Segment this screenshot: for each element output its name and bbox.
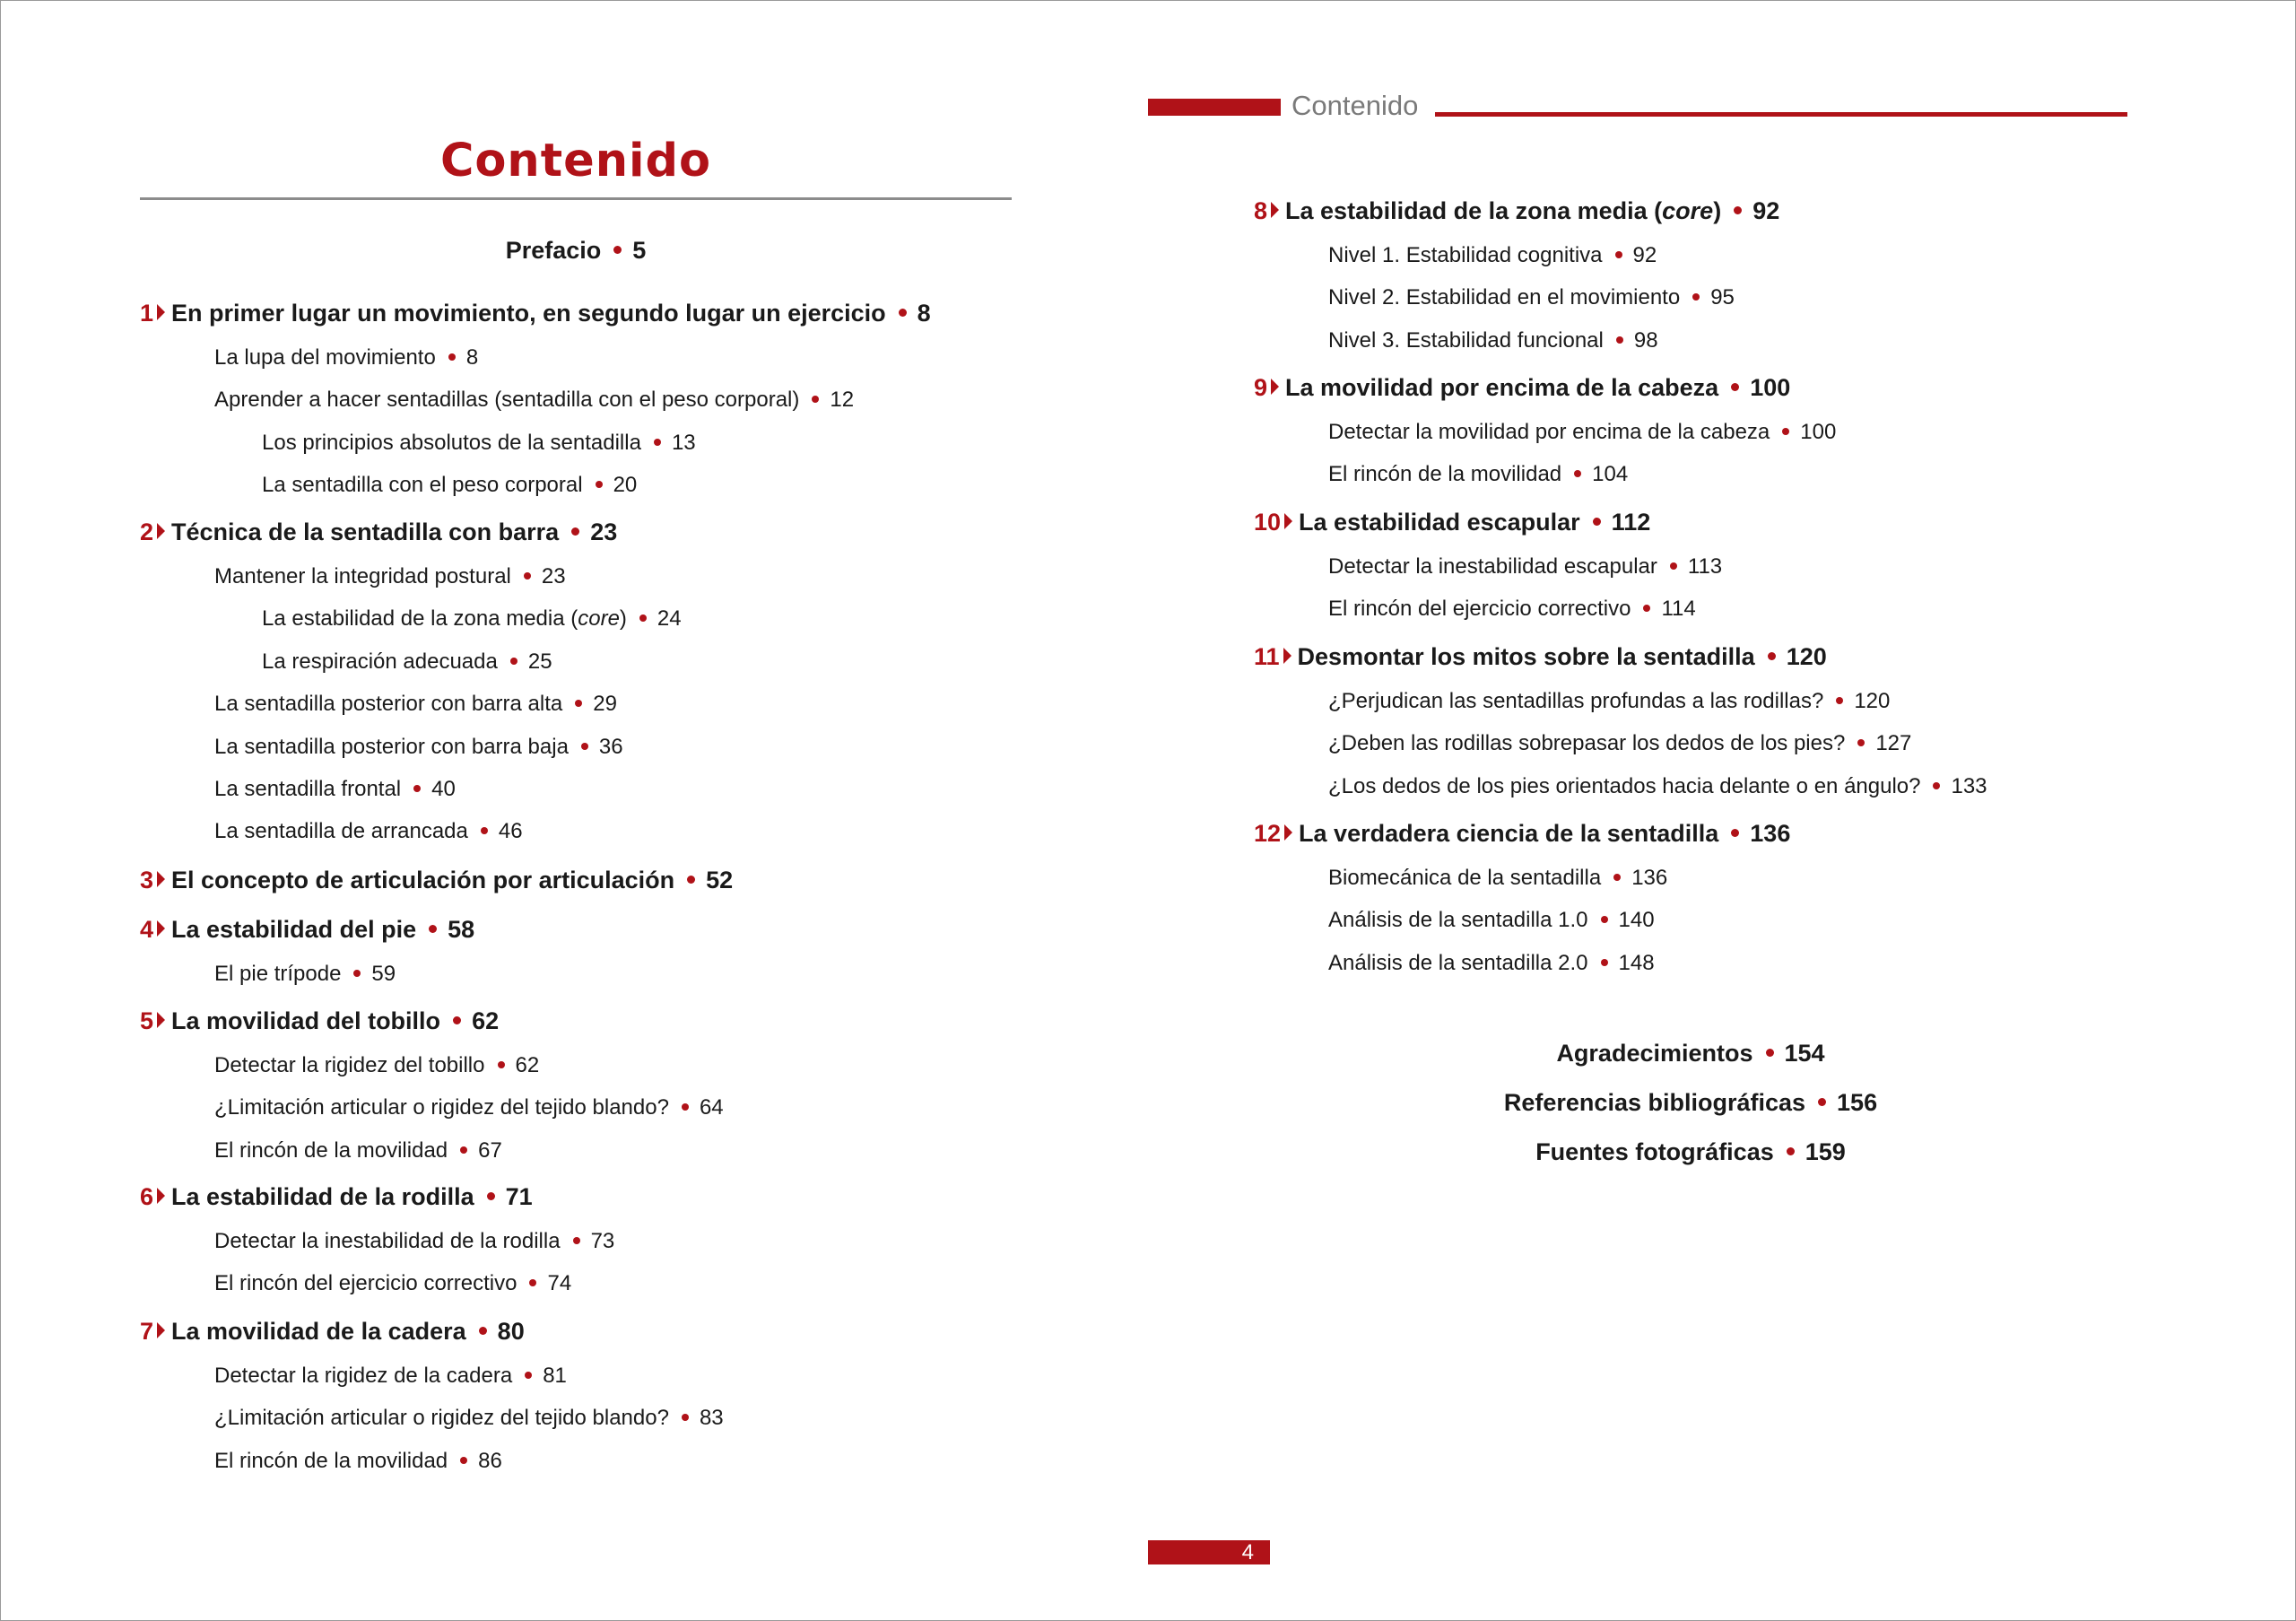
- bullet-dot-icon: [687, 876, 695, 884]
- bullet-dot-icon: [639, 614, 647, 622]
- section-label: Los principios absolutos de la sentadilla: [262, 431, 641, 455]
- toc-chapter-entry[interactable]: [140, 520, 617, 545]
- chapter-arrow-icon: [157, 871, 165, 887]
- toc-section-entry[interactable]: [262, 608, 682, 630]
- chapter-title: En primer lugar un movimiento, en segundo lugar un ejercicio: [171, 300, 886, 327]
- section-label: Detectar la rigidez del tobillo: [214, 1053, 485, 1077]
- toc-section-entry[interactable]: [262, 475, 637, 496]
- toc-section-entry[interactable]: [1328, 953, 1655, 974]
- bullet-dot-icon: [571, 527, 579, 536]
- bullet-dot-icon: [525, 1372, 532, 1379]
- toc-section-entry[interactable]: [214, 1097, 724, 1119]
- section-page: 81: [543, 1364, 567, 1388]
- bullet-dot-icon: [413, 785, 421, 792]
- chapter-page: 136: [1750, 820, 1791, 847]
- section-label: ¿Perjudican las sentadillas profundas a las rodillas?: [1328, 689, 1824, 713]
- chapter-title: La verdadera ciencia de la sentadilla: [1299, 820, 1719, 847]
- toc-section-entry[interactable]: [1328, 691, 1890, 712]
- bullet-dot-icon: [812, 396, 819, 403]
- toc-section-entry[interactable]: [262, 651, 552, 673]
- chapter-arrow-icon: [157, 523, 165, 539]
- bullet-dot-icon: [1601, 959, 1608, 966]
- toc-back-entry[interactable]: [1254, 1091, 2127, 1115]
- chapter-arrow-icon: [157, 1012, 165, 1028]
- chapter-page: 92: [1752, 197, 1780, 224]
- chapter-page: 120: [1786, 643, 1827, 670]
- section-page: 29: [593, 692, 617, 716]
- chapter-arrow-icon: [1271, 379, 1279, 395]
- bullet-dot-icon: [1692, 293, 1700, 301]
- chapter-title: La estabilidad escapular: [1299, 509, 1580, 536]
- section-page: 62: [515, 1053, 540, 1077]
- bullet-dot-icon: [682, 1414, 689, 1421]
- toc-section-entry[interactable]: [1328, 422, 1836, 443]
- chapter-page: 62: [472, 1007, 500, 1034]
- section-page: 12: [830, 388, 855, 412]
- bullet-dot-icon: [498, 1061, 505, 1068]
- bullet-dot-icon: [1613, 874, 1621, 881]
- bullet-dot-icon: [510, 658, 517, 665]
- section-label: La sentadilla de arrancada: [214, 819, 468, 843]
- bullet-dot-icon: [1731, 383, 1739, 391]
- chapter-number: 12: [1254, 820, 1282, 847]
- bullet-dot-icon: [453, 1016, 461, 1024]
- toc-section-entry[interactable]: [1328, 287, 1735, 309]
- chapter-arrow-icon: [1271, 202, 1279, 218]
- chapter-number: 7: [140, 1318, 154, 1345]
- section-label: La sentadilla frontal: [214, 777, 402, 801]
- bullet-dot-icon: [1766, 1049, 1774, 1057]
- section-label: Análisis de la sentadilla 2.0: [1328, 951, 1588, 975]
- bullet-dot-icon: [529, 1279, 536, 1286]
- chapter-number: 3: [140, 867, 154, 893]
- section-label: La sentadilla posterior con barra alta: [214, 692, 563, 716]
- chapter-title: La movilidad del tobillo: [171, 1007, 441, 1034]
- toc-section-entry[interactable]: [1328, 464, 1628, 485]
- section-label: Nivel 1. Estabilidad cognitiva: [1328, 243, 1603, 267]
- bullet-dot-icon: [1670, 562, 1677, 570]
- bullet-dot-icon: [1933, 782, 1940, 789]
- chapter-arrow-icon: [1284, 824, 1292, 841]
- toc-section-entry[interactable]: [214, 821, 523, 842]
- toc-section-entry[interactable]: [1328, 776, 1987, 797]
- chapter-arrow-icon: [157, 304, 165, 320]
- section-label: El rincón del ejercicio correctivo: [1328, 597, 1631, 621]
- bullet-dot-icon: [460, 1457, 467, 1464]
- bullet-dot-icon: [1782, 428, 1789, 435]
- toc-section-entry[interactable]: [214, 1055, 539, 1076]
- section-label-italic: core: [578, 606, 620, 631]
- bullet-dot-icon: [460, 1146, 467, 1154]
- section-label: La sentadilla con el peso corporal: [262, 473, 583, 497]
- chapter-arrow-icon: [1284, 513, 1292, 529]
- section-label: El rincón de la movilidad: [214, 1449, 448, 1473]
- toc-chapter-entry[interactable]: [140, 918, 474, 942]
- section-page: 92: [1632, 243, 1657, 267]
- section-label: ¿Limitación articular o rigidez del tejido blando?: [214, 1406, 669, 1430]
- bullet-dot-icon: [429, 925, 437, 933]
- right-page: [1148, 0, 2296, 1621]
- bullet-dot-icon: [481, 827, 488, 834]
- bullet-dot-icon: [899, 309, 907, 317]
- section-label: El pie trípode: [214, 962, 342, 986]
- section-label: Detectar la inestabilidad de la rodilla: [214, 1229, 561, 1253]
- section-page: 23: [541, 564, 566, 588]
- section-page: 8: [465, 345, 479, 370]
- bullet-dot-icon: [448, 353, 456, 361]
- toc-section-entry[interactable]: [1328, 867, 1667, 889]
- section-label: Análisis de la sentadilla 1.0: [1328, 908, 1588, 932]
- toc-chapter-entry[interactable]: [140, 1009, 499, 1033]
- toc-section-entry[interactable]: [262, 432, 696, 454]
- section-label: El rincón del ejercicio correctivo: [214, 1271, 517, 1295]
- title-divider: [140, 197, 1012, 200]
- bullet-dot-icon: [682, 1103, 689, 1111]
- bullet-dot-icon: [654, 439, 661, 446]
- toc-section-entry[interactable]: [1328, 330, 1658, 352]
- toc-section-entry[interactable]: [214, 1273, 571, 1294]
- bullet-dot-icon: [1601, 916, 1608, 923]
- bullet-dot-icon: [1731, 829, 1739, 837]
- toc-section-entry[interactable]: [214, 963, 396, 985]
- section-label: Detectar la rigidez de la cadera: [214, 1364, 513, 1388]
- chapter-page: 80: [497, 1318, 525, 1345]
- bullet-dot-icon: [1857, 739, 1865, 746]
- toc-section-entry[interactable]: [214, 389, 854, 411]
- toc-section-entry[interactable]: [214, 736, 623, 758]
- section-page: 100: [1800, 420, 1837, 444]
- section-page: 86: [478, 1449, 502, 1473]
- chapter-title: La estabilidad de la rodilla: [171, 1183, 474, 1210]
- toc-section-entry[interactable]: [1328, 556, 1722, 578]
- toc-chapter-entry[interactable]: [1254, 510, 1650, 535]
- toc-section-entry[interactable]: [214, 566, 566, 588]
- toc-section-entry[interactable]: [1328, 733, 1911, 754]
- section-page: 148: [1618, 951, 1655, 975]
- section-label: ¿Los dedos de los pies orientados hacia delante o en ángulo?: [1328, 774, 1921, 798]
- section-label: La lupa del movimiento: [214, 345, 436, 370]
- chapter-title-after: ): [1713, 197, 1722, 224]
- section-label: Aprender a hacer sentadillas (sentadilla con el peso corporal): [214, 388, 800, 412]
- bullet-dot-icon: [1643, 605, 1650, 612]
- bullet-dot-icon: [581, 743, 588, 750]
- bullet-dot-icon: [613, 246, 622, 254]
- entry-page: 5: [632, 237, 647, 264]
- section-page: 95: [1710, 285, 1735, 309]
- bullet-dot-icon: [1574, 470, 1581, 477]
- toc-section-entry[interactable]: [1328, 910, 1655, 931]
- section-label: El rincón de la movilidad: [1328, 462, 1562, 486]
- section-page: 83: [699, 1406, 724, 1430]
- chapter-title: La movilidad de la cadera: [171, 1318, 466, 1345]
- bullet-dot-icon: [487, 1192, 495, 1200]
- section-label: La respiración adecuada: [262, 649, 498, 674]
- toc-chapter-entry[interactable]: [1254, 645, 1827, 669]
- chapter-title: El concepto de articulación por articulación: [171, 867, 675, 893]
- section-page: 67: [478, 1138, 502, 1163]
- bullet-dot-icon: [1615, 251, 1622, 258]
- toc-section-entry[interactable]: [1328, 245, 1657, 266]
- chapter-arrow-icon: [157, 920, 165, 937]
- toc-section-entry[interactable]: [214, 1407, 724, 1429]
- chapter-number: 9: [1254, 374, 1268, 401]
- chapter-page: 23: [590, 519, 618, 545]
- entry-label: Agradecimientos: [1556, 1040, 1753, 1067]
- section-page: 13: [671, 431, 696, 455]
- header-accent-line: [1435, 112, 2127, 117]
- page-title: Contenido: [439, 135, 712, 187]
- bullet-dot-icon: [1734, 206, 1742, 214]
- section-page: 133: [1951, 774, 1987, 798]
- bullet-dot-icon: [1616, 336, 1623, 344]
- section-page: 64: [699, 1095, 724, 1120]
- chapter-number: 2: [140, 519, 154, 545]
- bullet-dot-icon: [524, 572, 531, 580]
- chapter-number: 11: [1254, 643, 1280, 670]
- section-label: La estabilidad de la zona media (: [262, 606, 578, 631]
- bullet-dot-icon: [573, 1237, 580, 1244]
- chapter-page: 58: [448, 916, 475, 943]
- toc-section-entry[interactable]: [214, 347, 478, 369]
- running-header: Contenido: [1292, 90, 1419, 121]
- chapter-title: Desmontar los mitos sobre la sentadilla: [1297, 643, 1755, 670]
- section-label-after: ): [619, 606, 627, 631]
- section-page: 59: [371, 962, 396, 986]
- chapter-page: 8: [917, 300, 931, 327]
- toc-section-entry[interactable]: [214, 1140, 502, 1162]
- toc-back-entry[interactable]: [1254, 1041, 2127, 1066]
- toc-chapter-entry[interactable]: [140, 301, 931, 326]
- chapter-number: 8: [1254, 197, 1268, 224]
- chapter-page: 52: [706, 867, 734, 893]
- section-page: 114: [1661, 597, 1696, 621]
- section-page: 140: [1618, 908, 1655, 932]
- section-page: 46: [498, 819, 523, 843]
- toc-chapter-entry[interactable]: [140, 868, 733, 893]
- bullet-dot-icon: [1768, 652, 1776, 660]
- chapter-page: 71: [505, 1183, 533, 1210]
- bullet-dot-icon: [575, 700, 582, 707]
- toc-chapter-entry[interactable]: [1254, 199, 1779, 223]
- section-label: Detectar la inestabilidad escapular: [1328, 554, 1657, 579]
- toc-back-entry[interactable]: [1254, 1140, 2127, 1164]
- section-label: La sentadilla posterior con barra baja: [214, 735, 569, 759]
- toc-front-entry[interactable]: [140, 239, 1012, 263]
- chapter-number: 6: [140, 1183, 154, 1210]
- section-label: Nivel 2. Estabilidad en el movimiento: [1328, 285, 1681, 309]
- bullet-dot-icon: [353, 970, 361, 977]
- chapter-title: Técnica de la sentadilla con barra: [171, 519, 560, 545]
- section-label: El rincón de la movilidad: [214, 1138, 448, 1163]
- entry-page: 156: [1837, 1089, 1878, 1116]
- chapter-arrow-icon: [157, 1322, 165, 1338]
- section-label: ¿Deben las rodillas sobrepasar los dedos de los pies?: [1328, 731, 1846, 755]
- section-page: 120: [1854, 689, 1891, 713]
- entry-page: 154: [1784, 1040, 1825, 1067]
- page-number: 4: [1148, 1540, 1270, 1564]
- toc-section-entry[interactable]: [214, 1451, 502, 1472]
- section-page: 127: [1875, 731, 1912, 755]
- section-page: 20: [613, 473, 638, 497]
- toc-section-entry[interactable]: [1328, 598, 1696, 620]
- section-page: 40: [431, 777, 456, 801]
- section-page: 136: [1631, 866, 1668, 890]
- toc-chapter-entry[interactable]: [140, 1185, 533, 1209]
- chapter-title: La movilidad por encima de la cabeza: [1285, 374, 1719, 401]
- chapter-page: 112: [1611, 509, 1651, 536]
- section-page: 113: [1687, 554, 1723, 579]
- bullet-dot-icon: [1787, 1147, 1795, 1155]
- section-label: ¿Limitación articular o rigidez del tejido blando?: [214, 1095, 669, 1120]
- toc-section-entry[interactable]: [214, 1365, 567, 1387]
- section-page: 104: [1592, 462, 1629, 486]
- chapter-number: 1: [140, 300, 154, 327]
- section-label: Mantener la integridad postural: [214, 564, 511, 588]
- section-page: 24: [657, 606, 682, 631]
- chapter-title: La estabilidad del pie: [171, 916, 417, 943]
- bullet-dot-icon: [479, 1327, 487, 1335]
- section-page: 36: [598, 735, 623, 759]
- chapter-arrow-icon: [1283, 648, 1292, 664]
- section-page: 74: [547, 1271, 572, 1295]
- toc-section-entry[interactable]: [214, 693, 617, 715]
- chapter-number: 5: [140, 1007, 154, 1034]
- header-accent-block: [1148, 99, 1281, 116]
- toc-chapter-entry[interactable]: [140, 1320, 525, 1344]
- entry-label: Referencias bibliográficas: [1503, 1089, 1806, 1116]
- section-page: 73: [590, 1229, 615, 1253]
- chapter-number: 10: [1254, 509, 1282, 536]
- entry-label: Prefacio: [505, 237, 602, 264]
- section-page: 98: [1633, 328, 1658, 353]
- section-label: Biomecánica de la sentadilla: [1328, 866, 1602, 890]
- section-page: 25: [527, 649, 552, 674]
- bullet-dot-icon: [596, 481, 603, 488]
- chapter-title: La estabilidad de la zona media (: [1285, 197, 1663, 224]
- entry-page: 159: [1805, 1138, 1846, 1165]
- chapter-number: 4: [140, 916, 154, 943]
- entry-label: Fuentes fotográficas: [1535, 1138, 1774, 1165]
- chapter-arrow-icon: [157, 1188, 165, 1204]
- section-label: Nivel 3. Estabilidad funcional: [1328, 328, 1604, 353]
- toc-chapter-entry[interactable]: [1254, 376, 1790, 400]
- chapter-title-italic: core: [1662, 197, 1714, 224]
- bullet-dot-icon: [1818, 1098, 1826, 1106]
- toc-chapter-entry[interactable]: [1254, 822, 1790, 846]
- bullet-dot-icon: [1593, 518, 1601, 526]
- toc-section-entry[interactable]: [214, 1231, 614, 1252]
- bullet-dot-icon: [1836, 697, 1843, 704]
- toc-section-entry[interactable]: [214, 779, 456, 800]
- section-label: Detectar la movilidad por encima de la cabeza: [1328, 420, 1770, 444]
- chapter-page: 100: [1750, 374, 1791, 401]
